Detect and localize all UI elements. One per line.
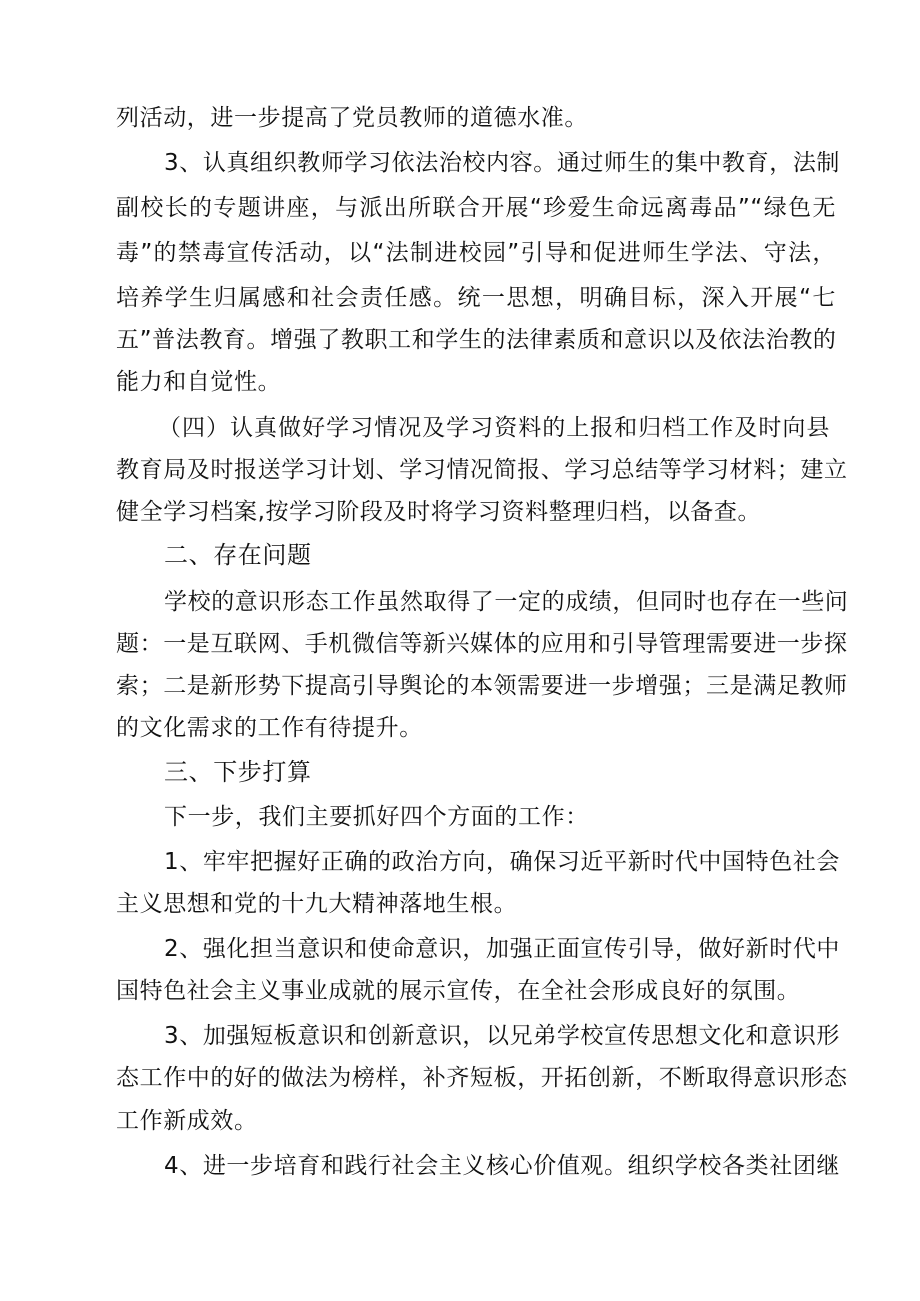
paragraph-line: 2、强化担当意识和使命意识，加强正面宣传引导，做好新时代中: [164, 936, 841, 962]
paragraph-line: 培养学生归属感和社会责任感。统一思想，明确目标，深入开展“七: [116, 285, 836, 311]
paragraph-line: 副校长的专题讲座，与派出所联合开展“珍爱生命远离毒品”“绿色无: [116, 195, 836, 221]
paragraph-line: 列活动，进一步提高了党员教师的道德水准。: [116, 105, 588, 131]
paragraph-line: 题：一是互联网、手机微信等新兴媒体的应用和引导管理需要进一步探: [116, 631, 848, 657]
section-heading: 三、下步打算: [164, 758, 312, 786]
paragraph-line: 学校的意识形态工作虽然取得了一定的成绩，但同时也存在一些问: [164, 589, 849, 615]
section-heading: 二、存在问题: [164, 541, 312, 569]
paragraph-line: 国特色社会主义事业成就的展示宣传，在全社会形成良好的氛围。: [116, 978, 801, 1004]
paragraph-line: 索；二是新形势下提高引导舆论的本领需要进一步增强；三是满足教师: [116, 673, 848, 699]
paragraph-line: 1、牢牢把握好正确的政治方向，确保习近平新时代中国特色社会: [164, 849, 841, 875]
paragraph-line: 下一步，我们主要抓好四个方面的工作：: [164, 804, 589, 830]
paragraph-line: 态工作中的好的做法为榜样，补齐短板，开拓创新，不断取得意识形态: [116, 1065, 848, 1091]
paragraph-line: 五”普法教育。增强了教职工和学生的法律素质和意识以及依法治教的: [116, 327, 837, 353]
paragraph-line: 健全学习档案,按学习阶段及时将学习资料整理归档，以备查。: [116, 499, 762, 525]
paragraph-line: 的文化需求的工作有待提升。: [116, 715, 423, 741]
paragraph-line: 3、认真组织教师学习依法治校内容。通过师生的集中教育，法制: [164, 150, 841, 176]
paragraph-line: 教育局及时报送学习计划、学习情况简报、学习总结等学习材料；建立: [116, 457, 848, 483]
paragraph-line: 能力和自觉性。: [116, 369, 282, 395]
paragraph-line: 工作新成效。: [116, 1108, 258, 1134]
paragraph-line: 4、进一步培育和践行社会主义核心价值观。组织学校各类社团继: [164, 1153, 841, 1179]
paragraph-line: 毒”的禁毒宣传活动，以“法制进校园”引导和促进师生学法、守法，: [116, 240, 836, 266]
paragraph-line: 主义思想和党的十九大精神落地生根。: [116, 891, 518, 917]
paragraph-line: （四）认真做好学习情况及学习资料的上报和归档工作及时向县: [158, 415, 830, 441]
paragraph-line: 3、加强短板意识和创新意识，以兄弟学校宣传思想文化和意识形: [164, 1023, 841, 1049]
